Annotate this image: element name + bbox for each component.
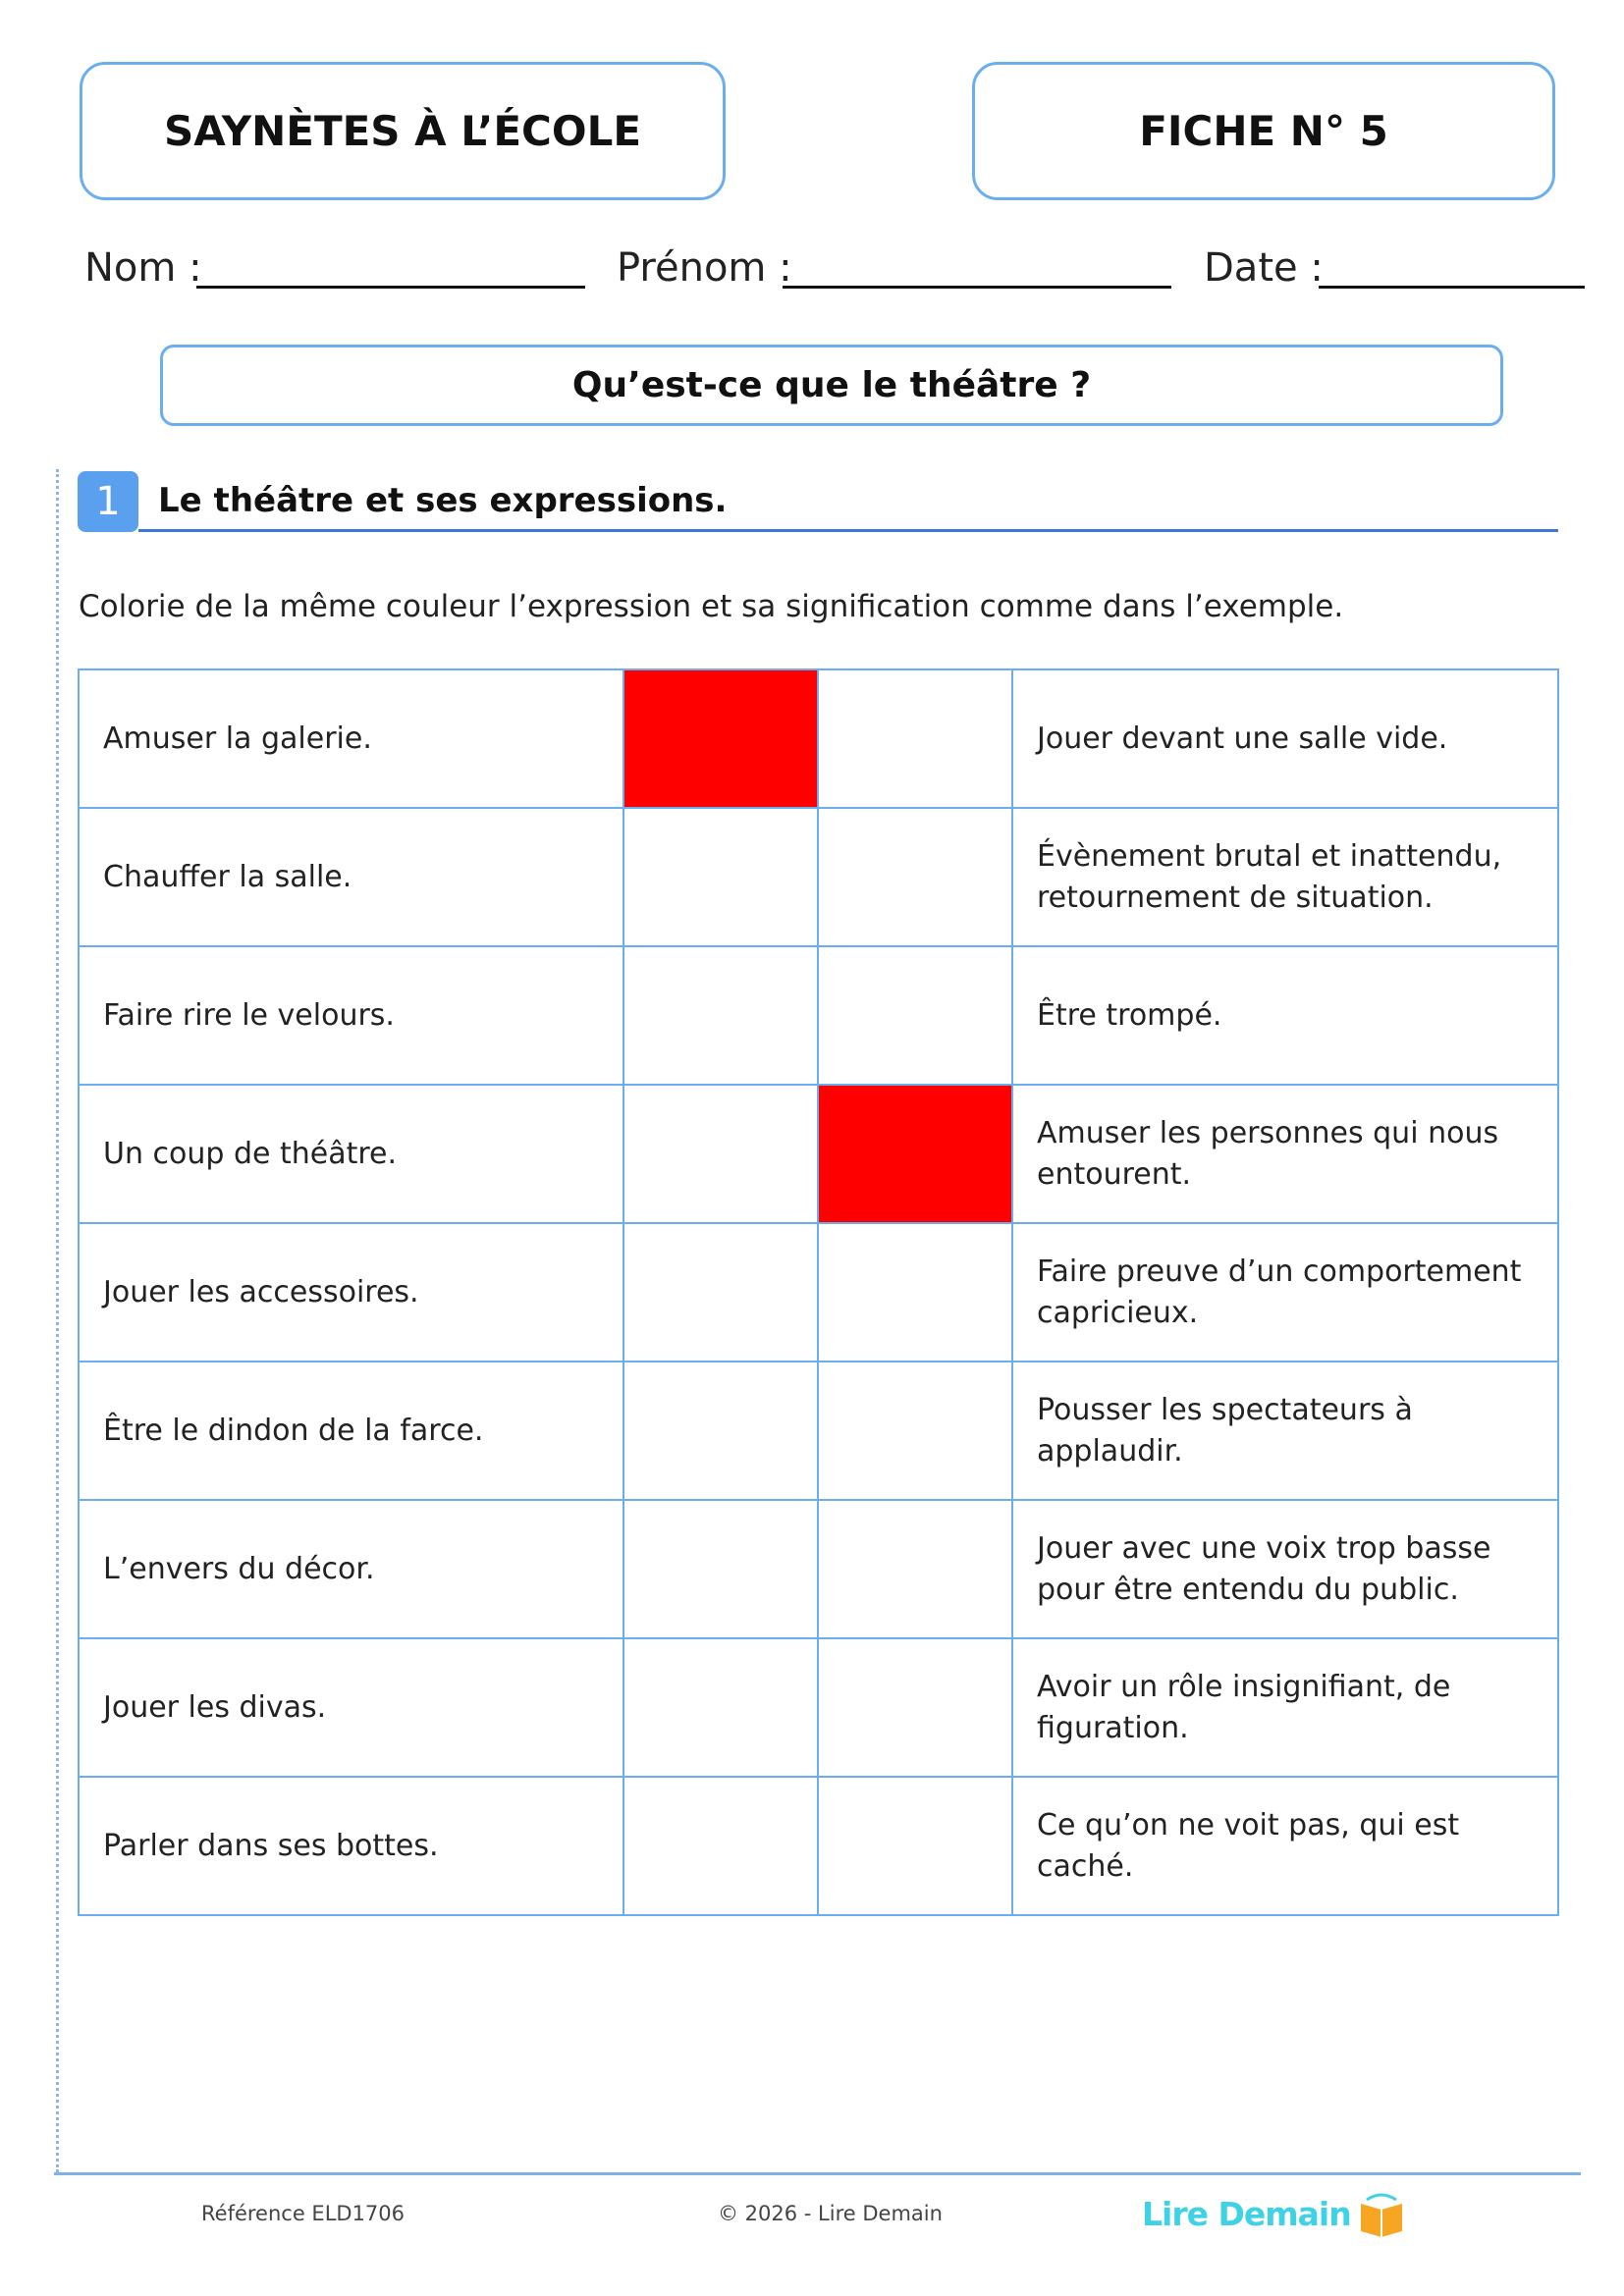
color-box-left[interactable] <box>623 1777 818 1915</box>
color-box-left[interactable] <box>623 808 818 946</box>
color-box-right[interactable] <box>818 1638 1012 1777</box>
worksheet-number: FICHE N° 5 <box>972 62 1555 200</box>
expression-cell: Amuser la galerie. <box>79 669 623 808</box>
meaning-cell: Amuser les personnes qui nous entourent. <box>1012 1085 1558 1223</box>
color-box-left[interactable] <box>623 1362 818 1500</box>
table-row <box>79 1223 1558 1362</box>
meaning-cell: Pousser les spectateurs à applaudir. <box>1012 1362 1558 1500</box>
expression-cell: Être le dindon de la farce. <box>79 1362 623 1500</box>
matching-table <box>78 668 1559 1916</box>
table-row <box>79 669 1558 808</box>
color-box-right[interactable] <box>818 946 1012 1085</box>
color-box-right[interactable] <box>818 669 1012 808</box>
color-box-left[interactable] <box>623 1085 818 1223</box>
table-row <box>79 1777 1558 1915</box>
table-row <box>79 1362 1558 1500</box>
expression-cell: Parler dans ses bottes. <box>79 1777 623 1915</box>
meaning-cell: Jouer avec une voix trop basse pour être entendu du public. <box>1012 1500 1558 1638</box>
expression-cell: Faire rire le velours. <box>79 946 623 1085</box>
meaning-cell: Être trompé. <box>1012 946 1558 1085</box>
meaning-cell: Avoir un rôle insignifiant, de figuration. <box>1012 1638 1558 1777</box>
exercise-instruction: Colorie de la même couleur l’expression et sa signification comme dans l’exemple. <box>79 589 1344 624</box>
subject-title: Qu’est-ce que le théâtre ? <box>160 345 1503 426</box>
meaning-cell: Jouer devant une salle vide. <box>1012 669 1558 808</box>
meaning-cell: Faire preuve d’un comportement capricieux. <box>1012 1223 1558 1362</box>
logo-text: Lire Demain <box>1142 2194 1351 2233</box>
exercise-title: Le théâtre et ses expressions. <box>158 481 728 520</box>
color-box-left[interactable] <box>623 946 818 1085</box>
expression-cell: L’envers du décor. <box>79 1500 623 1638</box>
exercise-title-underline <box>138 529 1558 532</box>
color-box-right[interactable] <box>818 1362 1012 1500</box>
color-box-right[interactable] <box>818 1500 1012 1638</box>
table-row <box>79 1500 1558 1638</box>
table-row <box>79 1638 1558 1777</box>
table-row <box>79 1085 1558 1223</box>
exercise-number-badge: 1 <box>78 471 138 532</box>
color-box-left[interactable] <box>623 1500 818 1638</box>
expression-cell: Un coup de théâtre. <box>79 1085 623 1223</box>
expression-cell: Jouer les accessoires. <box>79 1223 623 1362</box>
color-box-right[interactable] <box>818 1223 1012 1362</box>
color-box-left[interactable] <box>623 1223 818 1362</box>
color-box-right[interactable] <box>818 1085 1012 1223</box>
color-box-right[interactable] <box>818 1777 1012 1915</box>
lire-demain-logo <box>1142 2190 1406 2237</box>
margin-dotted-line <box>56 469 59 2172</box>
meaning-cell: Évènement brutal et inattendu, retournement de situation. <box>1012 808 1558 946</box>
color-box-left[interactable] <box>623 1638 818 1777</box>
open-book-icon <box>1357 2190 1406 2237</box>
worksheet-series-title: SAYNÈTES À L’ÉCOLE <box>80 62 726 200</box>
color-box-left[interactable] <box>623 669 818 808</box>
meaning-cell: Ce qu’on ne voit pas, qui est caché. <box>1012 1777 1558 1915</box>
nom-label: Nom : <box>84 245 202 291</box>
table-row <box>79 946 1558 1085</box>
footer-divider <box>54 2172 1581 2175</box>
nom-line[interactable] <box>196 286 585 289</box>
prenom-line[interactable] <box>783 286 1171 289</box>
prenom-label: Prénom : <box>617 245 792 291</box>
expression-cell: Chauffer la salle. <box>79 808 623 946</box>
color-box-right[interactable] <box>818 808 1012 946</box>
date-label: Date : <box>1204 245 1324 291</box>
expression-cell: Jouer les divas. <box>79 1638 623 1777</box>
date-line[interactable] <box>1319 286 1585 289</box>
reference-text: Référence ELD1706 <box>201 2202 406 2225</box>
table-row <box>79 808 1558 946</box>
copyright-text: © 2026 - Lire Demain <box>718 2202 943 2225</box>
